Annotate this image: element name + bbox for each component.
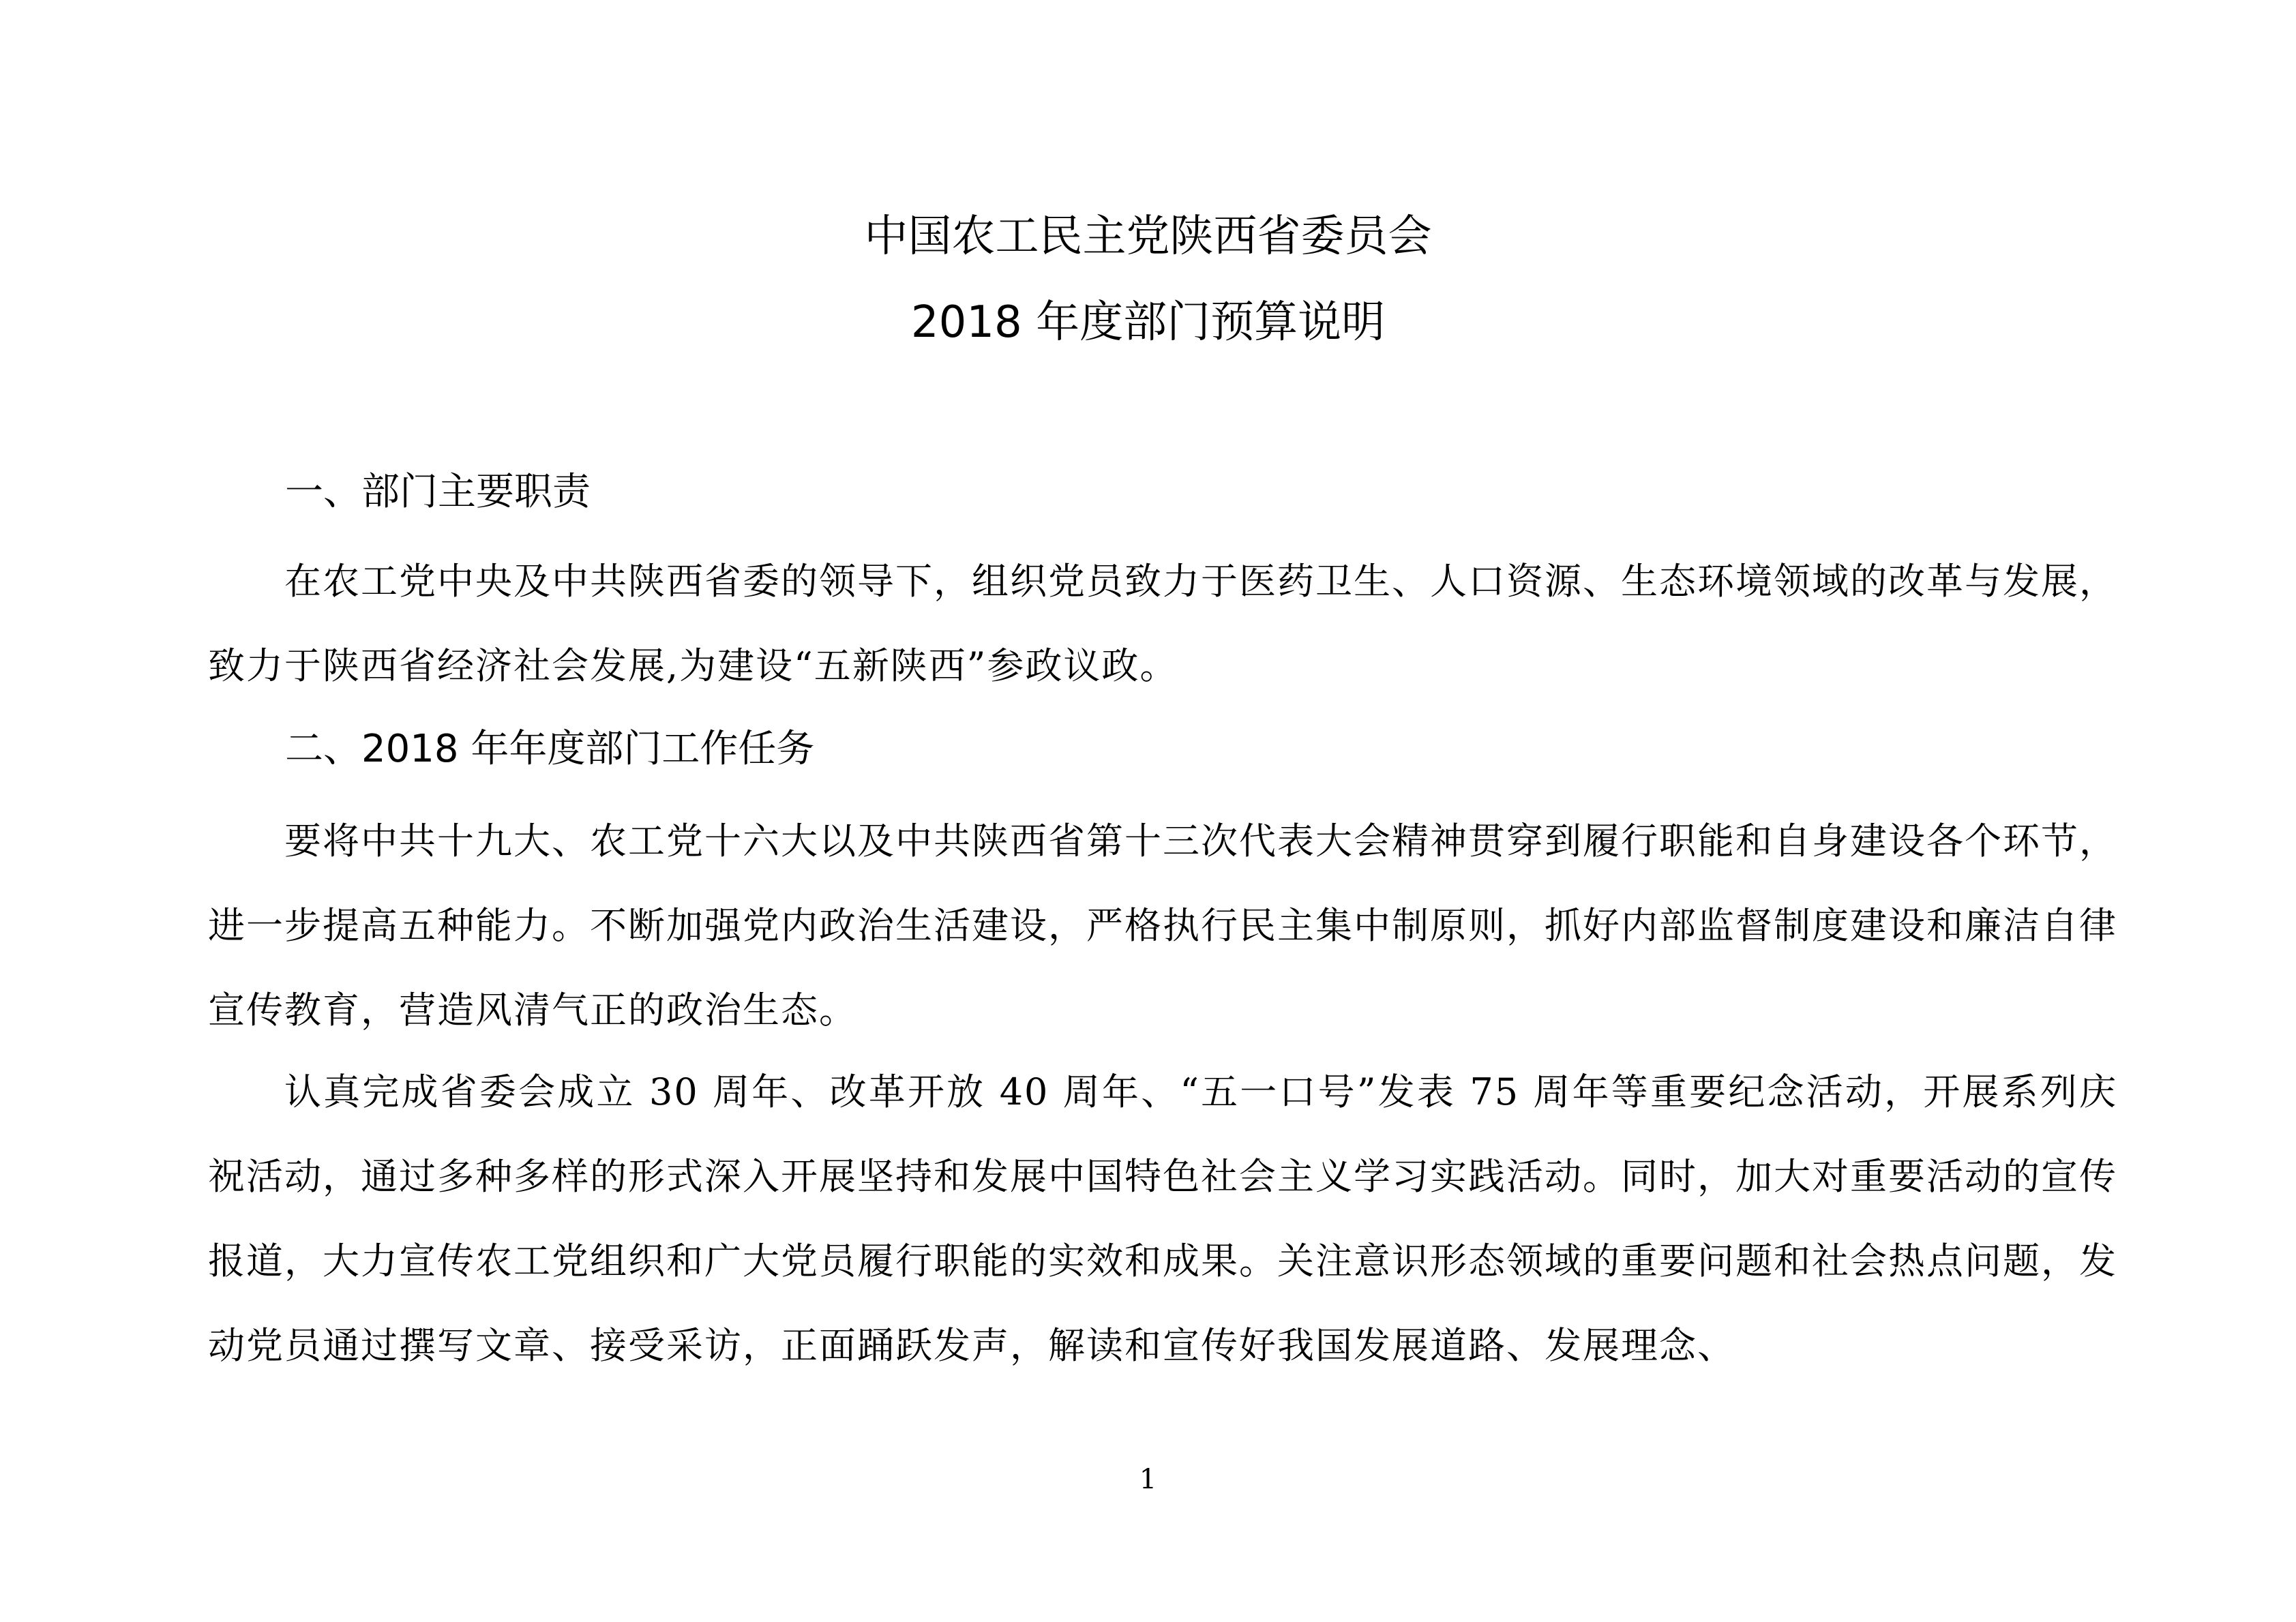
document-subtitle: 2018 年度部门预算说明 bbox=[910, 297, 1386, 348]
paragraph-duties: 在农工党中央及中共陕西省委的领导下，组织党员致力于医药卫生、人口资源、生态环境领域的改革与发展，致力于陕西省经济社会发展,为建设“五新陕西”参政议政。 bbox=[208, 560, 2117, 687]
section-heading-tasks: 二、2018 年年度部门工作任务 bbox=[285, 727, 815, 771]
section-heading-duties: 一、部门主要职责 bbox=[285, 470, 591, 514]
paragraph-tasks-1: 要将中共十九大、农工党十六大以及中共陕西省第十三次代表大会精神贯穿到履行职能和自身建设各个环节，进一步提高五种能力。不断加强党内政治生活建设，严格执行民主集中制原则，抓好内部监督制度建设和廉洁自律宣传教育，营造风清气正的政治生态。 bbox=[208, 820, 2117, 1032]
paragraph-tasks-2: 认真完成省委会成立 30 周年、改革开放 40 周年、“五一口号”发表 75 周年等重要纪念活动，开展系列庆祝活动，通过多种多样的形式深入开展坚持和发展中国特色社会主义学习实践活动。同时，加大对重要活动的宣传报道，大力宣传农工党组织和广大党员履行职能的实效和成果。关注意识形态领域的重要问题和社会热点问题，发动党员通过撰写文章、接受采访，正面踊跃发声，解读和宣传好我国发展道路、发展理念、 bbox=[208, 1070, 2117, 1367]
document-title: 中国农工民主党陕西省委员会 bbox=[864, 211, 1432, 262]
page-number: 1 bbox=[1139, 1464, 1157, 1495]
